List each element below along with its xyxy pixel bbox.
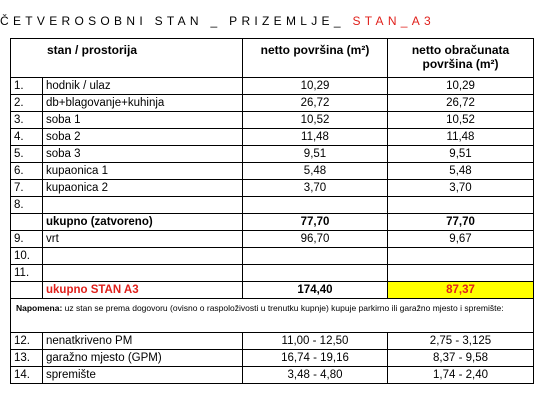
table-row [11, 265, 534, 282]
table-row [11, 248, 534, 265]
row-name: hodnik / ulaz [43, 78, 243, 95]
page-title [0, 14, 539, 34]
table-row [11, 350, 534, 367]
row-num: 9. [11, 231, 43, 248]
note-body: uz stan se prema dogovoru (ovisno o raspoloživosti u trenutku kupnje) kupuje parkirno ili garažno mjesto i spremište: [62, 303, 504, 313]
row-billed: 11,48 [388, 129, 534, 146]
row-billed: 1,74 - 2,40 [388, 367, 534, 384]
row-name: nenatkriveno PM [43, 333, 243, 350]
row-billed: 2,75 - 3,125 [388, 333, 534, 350]
row-name: soba 1 [43, 112, 243, 129]
row-area: 26,72 [243, 95, 388, 112]
row-billed [388, 265, 534, 282]
row-area: 11,48 [243, 129, 388, 146]
table-row [11, 129, 534, 146]
subtotal-num [11, 214, 43, 231]
row-name: soba 3 [43, 146, 243, 163]
row-area: 96,70 [243, 231, 388, 248]
row-area [243, 197, 388, 214]
note-row [11, 299, 534, 333]
title-main: ČETVEROSOBNI STAN _ PRIZEMLJE_ [0, 14, 353, 28]
table-row [11, 197, 534, 214]
row-name [43, 265, 243, 282]
table-row [11, 112, 534, 129]
table-row [11, 333, 534, 350]
table-row [11, 78, 534, 95]
row-area: 3,48 - 4,80 [243, 367, 388, 384]
row-name: soba 2 [43, 129, 243, 146]
table-row [11, 180, 534, 197]
total-num [11, 282, 43, 299]
row-num: 14. [11, 367, 43, 384]
table-row [11, 231, 534, 248]
row-billed: 5,48 [388, 163, 534, 180]
title-unit: STAN_A3 [352, 14, 436, 28]
row-num: 10. [11, 248, 43, 265]
row-area: 3,70 [243, 180, 388, 197]
row-num: 12. [11, 333, 43, 350]
row-billed: 10,52 [388, 112, 534, 129]
row-num: 5. [11, 146, 43, 163]
row-area: 16,74 - 19,16 [243, 350, 388, 367]
row-area: 11,00 - 12,50 [243, 333, 388, 350]
subtotal-label: ukupno (zatvoreno) [43, 214, 243, 231]
row-num: 1. [11, 78, 43, 95]
row-name [43, 248, 243, 265]
row-num: 3. [11, 112, 43, 129]
header-room: stan / prostorija [11, 39, 243, 78]
row-billed: 9,51 [388, 146, 534, 163]
table-row [11, 95, 534, 112]
row-area: 10,29 [243, 78, 388, 95]
row-area [243, 265, 388, 282]
row-num: 2. [11, 95, 43, 112]
table-row [11, 367, 534, 384]
row-num: 4. [11, 129, 43, 146]
row-num: 13. [11, 350, 43, 367]
row-billed: 3,70 [388, 180, 534, 197]
header-net-billed: netto obračunata površina (m²) [388, 39, 534, 78]
header-row [11, 39, 534, 78]
header-net-area: netto površina (m²) [243, 39, 388, 78]
subtotal-row [11, 214, 534, 231]
total-billed: 87,37 [388, 282, 534, 299]
row-name: db+blagovanje+kuhinja [43, 95, 243, 112]
row-area: 5,48 [243, 163, 388, 180]
row-name: spremište [43, 367, 243, 384]
row-num: 8. [11, 197, 43, 214]
area-table [10, 38, 534, 384]
row-billed [388, 248, 534, 265]
row-num: 11. [11, 265, 43, 282]
subtotal-billed: 77,70 [388, 214, 534, 231]
total-row [11, 282, 534, 299]
total-area: 174,40 [243, 282, 388, 299]
row-area: 9,51 [243, 146, 388, 163]
row-name: kupaonica 1 [43, 163, 243, 180]
row-area: 10,52 [243, 112, 388, 129]
row-num: 6. [11, 163, 43, 180]
note-text [11, 299, 534, 333]
note-bold: Napomena: [16, 303, 63, 313]
row-billed: 9,67 [388, 231, 534, 248]
table-row [11, 146, 534, 163]
row-billed [388, 197, 534, 214]
row-name: vrt [43, 231, 243, 248]
row-billed: 10,29 [388, 78, 534, 95]
row-area [243, 248, 388, 265]
row-billed: 26,72 [388, 95, 534, 112]
row-name: kupaonica 2 [43, 180, 243, 197]
row-name [43, 197, 243, 214]
table-row [11, 163, 534, 180]
row-name: garažno mjesto (GPM) [43, 350, 243, 367]
row-num: 7. [11, 180, 43, 197]
subtotal-area: 77,70 [243, 214, 388, 231]
total-label: ukupno STAN A3 [43, 282, 243, 299]
row-billed: 8,37 - 9,58 [388, 350, 534, 367]
